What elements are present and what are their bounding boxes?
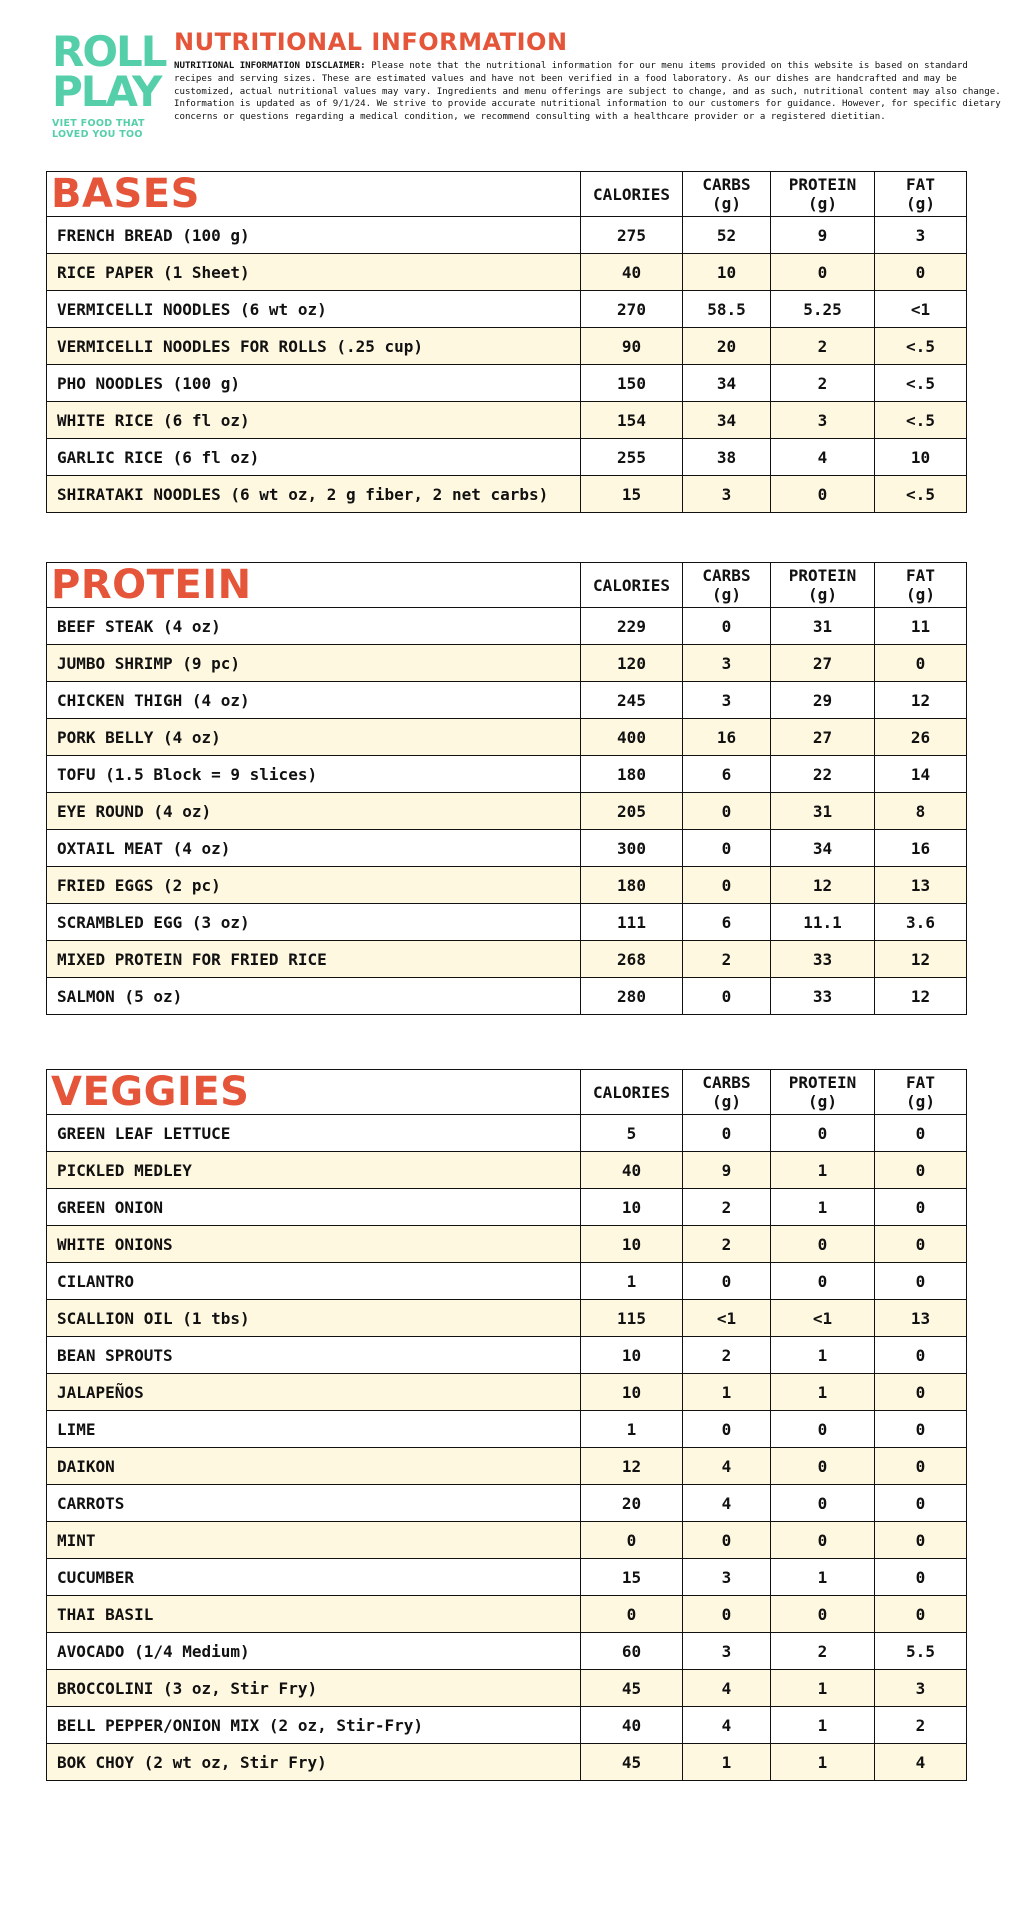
table-row xyxy=(47,402,967,439)
value-calories: 15 xyxy=(581,476,683,513)
table-row xyxy=(47,1152,967,1189)
item-name: MIXED PROTEIN FOR FRIED RICE xyxy=(47,941,581,978)
value-fat: 0 xyxy=(875,1559,967,1596)
page-header xyxy=(52,27,1001,148)
table-row xyxy=(47,1337,967,1374)
item-name: BELL PEPPER/ONION MIX (2 oz, Stir-Fry) xyxy=(47,1707,581,1744)
table-row xyxy=(47,793,967,830)
table-row xyxy=(47,1189,967,1226)
value-carbs: 9 xyxy=(683,1152,771,1189)
column-header-text: CALORIES xyxy=(592,1082,671,1102)
value-carbs: 0 xyxy=(683,608,771,645)
table-row xyxy=(47,1670,967,1707)
value-fat: <.5 xyxy=(875,476,967,513)
value-calories: 111 xyxy=(581,904,683,941)
value-protein: 2 xyxy=(771,365,875,402)
value-protein: 0 xyxy=(771,1411,875,1448)
column-header-fat xyxy=(875,1070,967,1115)
value-calories: 255 xyxy=(581,439,683,476)
column-header-carbs xyxy=(683,563,771,608)
table-row xyxy=(47,476,967,513)
value-carbs: 3 xyxy=(683,1559,771,1596)
column-header-calories xyxy=(581,1070,683,1115)
table-header-row xyxy=(47,172,967,217)
column-header-text: (g) xyxy=(712,194,741,213)
column-header-text: CALORIES xyxy=(592,184,671,204)
column-header-carbs xyxy=(683,1070,771,1115)
value-fat: <.5 xyxy=(875,328,967,365)
value-fat: 11 xyxy=(875,608,967,645)
value-carbs: 2 xyxy=(683,1226,771,1263)
value-protein: 27 xyxy=(771,645,875,682)
table-row xyxy=(47,756,967,793)
column-header-text: CALORIES xyxy=(592,575,671,595)
value-fat: 0 xyxy=(875,254,967,291)
value-fat: 0 xyxy=(875,1263,967,1300)
value-fat: 0 xyxy=(875,1374,967,1411)
value-fat: 0 xyxy=(875,1411,967,1448)
value-calories: 10 xyxy=(581,1374,683,1411)
value-fat: 26 xyxy=(875,719,967,756)
item-name: MINT xyxy=(47,1522,581,1559)
value-protein: 0 xyxy=(771,1263,875,1300)
item-name: VERMICELLI NOODLES (6 wt oz) xyxy=(47,291,581,328)
value-carbs: 0 xyxy=(683,1263,771,1300)
table-row xyxy=(47,1263,967,1300)
value-fat: 13 xyxy=(875,867,967,904)
value-calories: 10 xyxy=(581,1226,683,1263)
item-name: LIME xyxy=(47,1411,581,1448)
column-header-text: FAT xyxy=(906,1073,935,1092)
value-calories: 400 xyxy=(581,719,683,756)
bases-table xyxy=(46,171,967,513)
value-protein: 1 xyxy=(771,1707,875,1744)
value-calories: 268 xyxy=(581,941,683,978)
value-protein: 0 xyxy=(771,1485,875,1522)
value-carbs: 3 xyxy=(683,476,771,513)
value-carbs: 0 xyxy=(683,978,771,1015)
table-header-row xyxy=(47,1070,967,1115)
value-fat: 10 xyxy=(875,439,967,476)
item-name: SCALLION OIL (1 tbs) xyxy=(47,1300,581,1337)
section-title: BASES xyxy=(47,172,581,217)
column-header-text: (g) xyxy=(906,585,935,604)
table-row xyxy=(47,1411,967,1448)
value-fat: 0 xyxy=(875,1115,967,1152)
value-protein: 34 xyxy=(771,830,875,867)
table-row xyxy=(47,254,967,291)
item-name: BEAN SPROUTS xyxy=(47,1337,581,1374)
value-carbs: 3 xyxy=(683,1633,771,1670)
value-fat: 0 xyxy=(875,1485,967,1522)
value-protein: 3 xyxy=(771,402,875,439)
protein-table xyxy=(46,562,967,1015)
disclaimer xyxy=(174,60,1004,124)
value-carbs: 38 xyxy=(683,439,771,476)
value-calories: 280 xyxy=(581,978,683,1015)
item-name: EYE ROUND (4 oz) xyxy=(47,793,581,830)
column-header-text: (g) xyxy=(906,194,935,213)
value-protein: 5.25 xyxy=(771,291,875,328)
value-fat: <.5 xyxy=(875,365,967,402)
section-title: PROTEIN xyxy=(47,563,581,608)
disclaimer-text: Please note that the nutritional information for our menu items provided on this website is based on standard recipes and serving sizes. These are estimated values and have not been verified in a food laboratory. As our dishes are handcrafted and may be customized, actual nutritional values may vary. Ingredients and menu offerings are subject to change, and as such, nutritional content may also change. Information is updated as of 9/1/24. We strive to provide accurate nutritional information to our customers for guidance. However, for specific dietary concerns or questions regarding a medical condition, we recommend consulting with a healthcare provider or a registered dietitian. xyxy=(174,61,1001,123)
page-title: NUTRITIONAL INFORMATION xyxy=(174,28,568,56)
column-header-text: PROTEIN xyxy=(788,566,857,585)
item-name: BOK CHOY (2 wt oz, Stir Fry) xyxy=(47,1744,581,1781)
table-row xyxy=(47,1448,967,1485)
table-row xyxy=(47,608,967,645)
value-protein: 1 xyxy=(771,1670,875,1707)
value-fat: 4 xyxy=(875,1744,967,1781)
value-protein: 1 xyxy=(771,1337,875,1374)
item-name: GARLIC RICE (6 fl oz) xyxy=(47,439,581,476)
column-header-text: FAT xyxy=(906,175,935,194)
item-name: OXTAIL MEAT (4 oz) xyxy=(47,830,581,867)
value-fat: 3 xyxy=(875,1670,967,1707)
item-name: WHITE ONIONS xyxy=(47,1226,581,1263)
item-name: CHICKEN THIGH (4 oz) xyxy=(47,682,581,719)
value-fat: 0 xyxy=(875,1448,967,1485)
table-row xyxy=(47,1374,967,1411)
table-row xyxy=(47,1596,967,1633)
column-header-carbs xyxy=(683,172,771,217)
value-fat: 8 xyxy=(875,793,967,830)
value-fat: 2 xyxy=(875,1707,967,1744)
item-name: PORK BELLY (4 oz) xyxy=(47,719,581,756)
table-header-row xyxy=(47,563,967,608)
value-carbs: 34 xyxy=(683,402,771,439)
item-name: PICKLED MEDLEY xyxy=(47,1152,581,1189)
value-fat: 3 xyxy=(875,217,967,254)
value-calories: 40 xyxy=(581,254,683,291)
value-fat: 12 xyxy=(875,978,967,1015)
value-carbs: 0 xyxy=(683,867,771,904)
value-protein: 0 xyxy=(771,1226,875,1263)
value-calories: 10 xyxy=(581,1189,683,1226)
value-carbs: 58.5 xyxy=(683,291,771,328)
veggies-table xyxy=(46,1069,967,1781)
value-carbs: 4 xyxy=(683,1707,771,1744)
table-row xyxy=(47,682,967,719)
value-protein: 0 xyxy=(771,476,875,513)
item-name: AVOCADO (1/4 Medium) xyxy=(47,1633,581,1670)
logo-tagline: VIET FOOD THAT LOVED YOU TOO xyxy=(52,118,145,140)
value-protein: 0 xyxy=(771,1115,875,1152)
value-protein: 9 xyxy=(771,217,875,254)
value-fat: 12 xyxy=(875,941,967,978)
value-carbs: 4 xyxy=(683,1670,771,1707)
value-protein: 33 xyxy=(771,941,875,978)
table-row xyxy=(47,830,967,867)
item-name: RICE PAPER (1 Sheet) xyxy=(47,254,581,291)
value-calories: 60 xyxy=(581,1633,683,1670)
value-protein: 4 xyxy=(771,439,875,476)
table-row xyxy=(47,1485,967,1522)
column-header-text: (g) xyxy=(808,585,837,604)
value-calories: 154 xyxy=(581,402,683,439)
value-calories: 150 xyxy=(581,365,683,402)
item-name: CARROTS xyxy=(47,1485,581,1522)
value-calories: 300 xyxy=(581,830,683,867)
table-row xyxy=(47,328,967,365)
column-header-protein xyxy=(771,1070,875,1115)
item-name: JUMBO SHRIMP (9 pc) xyxy=(47,645,581,682)
value-fat: 0 xyxy=(875,1522,967,1559)
table-row xyxy=(47,1633,967,1670)
value-calories: 275 xyxy=(581,217,683,254)
logo-line-2: PLAY xyxy=(52,67,161,116)
value-protein: 29 xyxy=(771,682,875,719)
value-calories: 40 xyxy=(581,1707,683,1744)
value-carbs: 6 xyxy=(683,756,771,793)
value-calories: 120 xyxy=(581,645,683,682)
value-carbs: 1 xyxy=(683,1744,771,1781)
value-fat: 0 xyxy=(875,1337,967,1374)
table-row xyxy=(47,439,967,476)
value-protein: 0 xyxy=(771,1596,875,1633)
value-calories: 1 xyxy=(581,1263,683,1300)
value-fat: 5.5 xyxy=(875,1633,967,1670)
value-carbs: 4 xyxy=(683,1448,771,1485)
value-protein: 11.1 xyxy=(771,904,875,941)
item-name: WHITE RICE (6 fl oz) xyxy=(47,402,581,439)
value-carbs: 6 xyxy=(683,904,771,941)
value-carbs: 4 xyxy=(683,1485,771,1522)
value-protein: 31 xyxy=(771,608,875,645)
column-header-text: FAT xyxy=(906,566,935,585)
value-calories: 115 xyxy=(581,1300,683,1337)
item-name: TOFU (1.5 Block = 9 slices) xyxy=(47,756,581,793)
value-protein: 12 xyxy=(771,867,875,904)
value-fat: 3.6 xyxy=(875,904,967,941)
value-carbs: 34 xyxy=(683,365,771,402)
item-name: PHO NOODLES (100 g) xyxy=(47,365,581,402)
value-fat: <1 xyxy=(875,291,967,328)
column-header-fat xyxy=(875,563,967,608)
value-carbs: 1 xyxy=(683,1374,771,1411)
value-calories: 5 xyxy=(581,1115,683,1152)
value-protein: 0 xyxy=(771,1522,875,1559)
value-protein: 1 xyxy=(771,1559,875,1596)
item-name: BEEF STEAK (4 oz) xyxy=(47,608,581,645)
item-name: FRENCH BREAD (100 g) xyxy=(47,217,581,254)
value-carbs: 3 xyxy=(683,682,771,719)
value-protein: 22 xyxy=(771,756,875,793)
logo-line-1: ROLL xyxy=(52,27,166,76)
value-protein: <1 xyxy=(771,1300,875,1337)
value-calories: 245 xyxy=(581,682,683,719)
value-calories: 229 xyxy=(581,608,683,645)
item-name: SHIRATAKI NOODLES (6 wt oz, 2 g fiber, 2 net carbs) xyxy=(47,476,581,513)
item-name: JALAPEÑOS xyxy=(47,1374,581,1411)
table-row xyxy=(47,1300,967,1337)
value-calories: 1 xyxy=(581,1411,683,1448)
column-header-calories xyxy=(581,172,683,217)
value-fat: 0 xyxy=(875,1226,967,1263)
value-protein: 1 xyxy=(771,1744,875,1781)
table-row xyxy=(47,867,967,904)
value-fat: 13 xyxy=(875,1300,967,1337)
column-header-text: (g) xyxy=(906,1092,935,1111)
value-calories: 270 xyxy=(581,291,683,328)
value-protein: 0 xyxy=(771,1448,875,1485)
value-protein: 0 xyxy=(771,254,875,291)
table-row xyxy=(47,1559,967,1596)
item-name: BROCCOLINI (3 oz, Stir Fry) xyxy=(47,1670,581,1707)
value-fat: <.5 xyxy=(875,402,967,439)
value-fat: 12 xyxy=(875,682,967,719)
value-carbs: 20 xyxy=(683,328,771,365)
column-header-text: (g) xyxy=(712,1092,741,1111)
item-name: CUCUMBER xyxy=(47,1559,581,1596)
value-protein: 1 xyxy=(771,1152,875,1189)
value-calories: 45 xyxy=(581,1670,683,1707)
value-carbs: 0 xyxy=(683,1411,771,1448)
value-calories: 180 xyxy=(581,756,683,793)
value-fat: 0 xyxy=(875,1189,967,1226)
item-name: DAIKON xyxy=(47,1448,581,1485)
column-header-text: (g) xyxy=(808,1092,837,1111)
column-header-text: PROTEIN xyxy=(788,175,857,194)
value-protein: 33 xyxy=(771,978,875,1015)
table-row xyxy=(47,941,967,978)
value-protein: 1 xyxy=(771,1374,875,1411)
value-carbs: 2 xyxy=(683,941,771,978)
value-calories: 0 xyxy=(581,1522,683,1559)
table-row xyxy=(47,217,967,254)
value-calories: 10 xyxy=(581,1337,683,1374)
column-header-text: CARBS xyxy=(702,175,751,194)
value-protein: 2 xyxy=(771,328,875,365)
value-carbs: 2 xyxy=(683,1337,771,1374)
value-calories: 15 xyxy=(581,1559,683,1596)
column-header-protein xyxy=(771,172,875,217)
table-row xyxy=(47,1226,967,1263)
table-row xyxy=(47,291,967,328)
section-title: VEGGIES xyxy=(47,1070,581,1115)
table-row xyxy=(47,1115,967,1152)
value-fat: 14 xyxy=(875,756,967,793)
disclaimer-label: NUTRITIONAL INFORMATION DISCLAIMER: xyxy=(174,61,366,71)
value-calories: 40 xyxy=(581,1152,683,1189)
value-protein: 1 xyxy=(771,1189,875,1226)
value-carbs: 2 xyxy=(683,1189,771,1226)
value-carbs: 10 xyxy=(683,254,771,291)
table-row xyxy=(47,365,967,402)
value-fat: 0 xyxy=(875,1596,967,1633)
table-row xyxy=(47,1744,967,1781)
item-name: VERMICELLI NOODLES FOR ROLLS (.25 cup) xyxy=(47,328,581,365)
column-header-text: CARBS xyxy=(702,1073,751,1092)
rollplay-logo xyxy=(52,27,166,140)
value-calories: 45 xyxy=(581,1744,683,1781)
item-name: GREEN ONION xyxy=(47,1189,581,1226)
value-carbs: 3 xyxy=(683,645,771,682)
table-row xyxy=(47,645,967,682)
value-carbs: 0 xyxy=(683,793,771,830)
value-calories: 0 xyxy=(581,1596,683,1633)
value-protein: 27 xyxy=(771,719,875,756)
item-name: SCRAMBLED EGG (3 oz) xyxy=(47,904,581,941)
table-row xyxy=(47,978,967,1015)
table-row xyxy=(47,1522,967,1559)
value-calories: 12 xyxy=(581,1448,683,1485)
value-protein: 31 xyxy=(771,793,875,830)
column-header-text: (g) xyxy=(712,585,741,604)
value-carbs: 16 xyxy=(683,719,771,756)
column-header-text: CARBS xyxy=(702,566,751,585)
value-carbs: 52 xyxy=(683,217,771,254)
value-fat: 16 xyxy=(875,830,967,867)
value-carbs: 0 xyxy=(683,1115,771,1152)
value-calories: 90 xyxy=(581,328,683,365)
table-row xyxy=(47,719,967,756)
table-row xyxy=(47,904,967,941)
value-calories: 205 xyxy=(581,793,683,830)
value-calories: 180 xyxy=(581,867,683,904)
item-name: CILANTRO xyxy=(47,1263,581,1300)
column-header-calories xyxy=(581,563,683,608)
value-protein: 2 xyxy=(771,1633,875,1670)
item-name: THAI BASIL xyxy=(47,1596,581,1633)
item-name: FRIED EGGS (2 pc) xyxy=(47,867,581,904)
value-carbs: 0 xyxy=(683,830,771,867)
column-header-text: PROTEIN xyxy=(788,1073,857,1092)
item-name: SALMON (5 oz) xyxy=(47,978,581,1015)
table-row xyxy=(47,1707,967,1744)
column-header-protein xyxy=(771,563,875,608)
value-fat: 0 xyxy=(875,1152,967,1189)
item-name: GREEN LEAF LETTUCE xyxy=(47,1115,581,1152)
value-carbs: <1 xyxy=(683,1300,771,1337)
value-carbs: 0 xyxy=(683,1522,771,1559)
value-fat: 0 xyxy=(875,645,967,682)
column-header-text: (g) xyxy=(808,194,837,213)
value-calories: 20 xyxy=(581,1485,683,1522)
value-carbs: 0 xyxy=(683,1596,771,1633)
column-header-fat xyxy=(875,172,967,217)
